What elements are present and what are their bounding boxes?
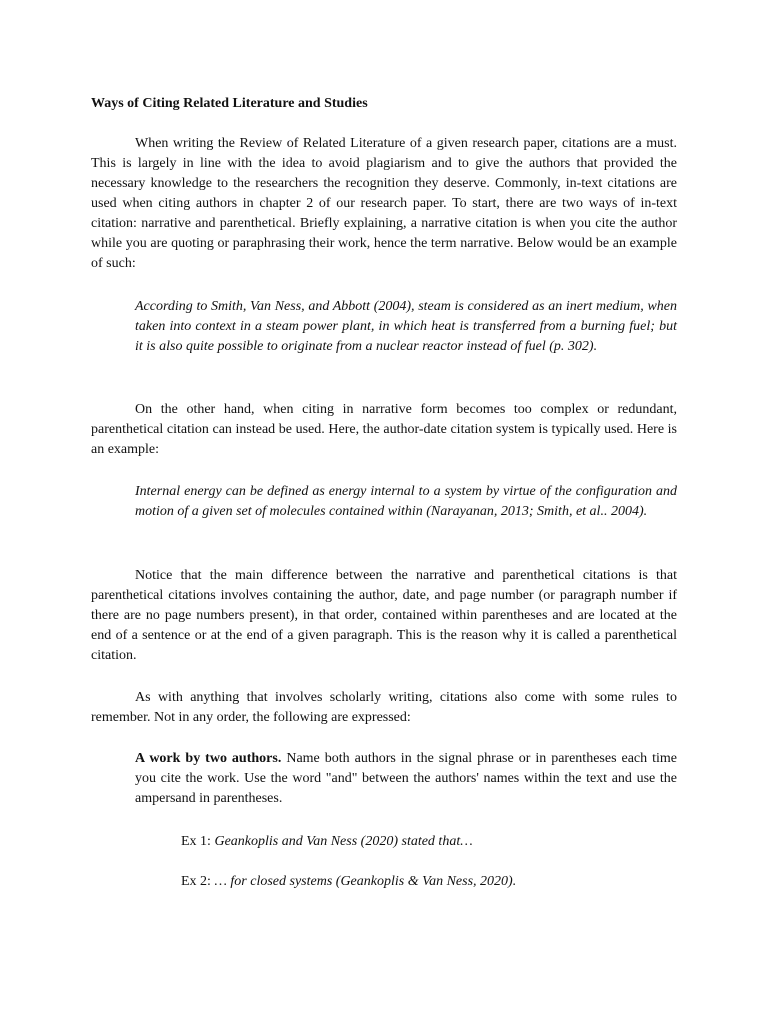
example-1-text: Geankoplis and Van Ness (2020) stated that… — [214, 834, 473, 849]
narrative-citation-example: According to Smith, Van Ness, and Abbott (2004), steam is considered as an inert medium, when taken into context in a steam power plant, in which heat is transferred from a burning fuel; but it is also quite possible to originate from a nuclear reactor instead of fuel (p. 302). — [135, 299, 677, 354]
document-title: Ways of Citing Related Literature and Studies — [91, 96, 368, 111]
rule-two-authors-heading: A work by two authors. — [135, 751, 282, 766]
example-1 — [181, 832, 473, 852]
paragraph-difference: Notice that the main difference between the narrative and parenthetical citations is that parenthetical citations involves containing the author, date, and page number (or paragraph number if there are no page numbers present), in that order, contained within parentheses and are located at the end of a sentence or at the end of a given paragraph. This is the reason why it is called a parenthetical citation. — [91, 568, 677, 663]
parenthetical-citation-example: Internal energy can be defined as energy internal to a system by virtue of the configuration and motion of a given set of molecules contained within (Narayanan, 2013; Smith, et al.. 2004). — [135, 484, 677, 519]
example-2-label: Ex 2: — [181, 874, 211, 889]
example-1-label: Ex 1: — [181, 834, 211, 849]
example-2-text: … for closed systems (Geankoplis & Van Ness, 2020). — [214, 874, 517, 889]
rule-two-authors — [135, 749, 677, 809]
paragraph-intro: When writing the Review of Related Literature of a given research paper, citations are a must. This is largely in line with the idea to avoid plagiarism and to give the authors that provided the necessary knowledge to the researchers the recognition they deserve. Commonly, in-text citations are used when citing authors in chapter 2 of our research paper. To start, there are two ways of in-text citation: narrative and parenthetical. Briefly explaining, a narrative citation is when you cite the author while you are quoting or paraphrasing their work, hence the term narrative. Below would be an example of such: — [91, 136, 677, 271]
paragraph-rules-intro: As with anything that involves scholarly writing, citations also come with some rules to remember. Not in any order, the following are expressed: — [91, 690, 677, 725]
example-2 — [181, 872, 516, 892]
rule-two-authors-body: Name both authors in the signal phrase or in parentheses each time you cite the work. Use the word "and" between the authors' names within the text and use the ampersand in parentheses. — [135, 751, 678, 806]
paragraph-parenthetical: On the other hand, when citing in narrative form becomes too complex or redundant, parenthetical citation can instead be used. Here, the author-date citation system is typically used. Here is an example: — [91, 402, 677, 457]
